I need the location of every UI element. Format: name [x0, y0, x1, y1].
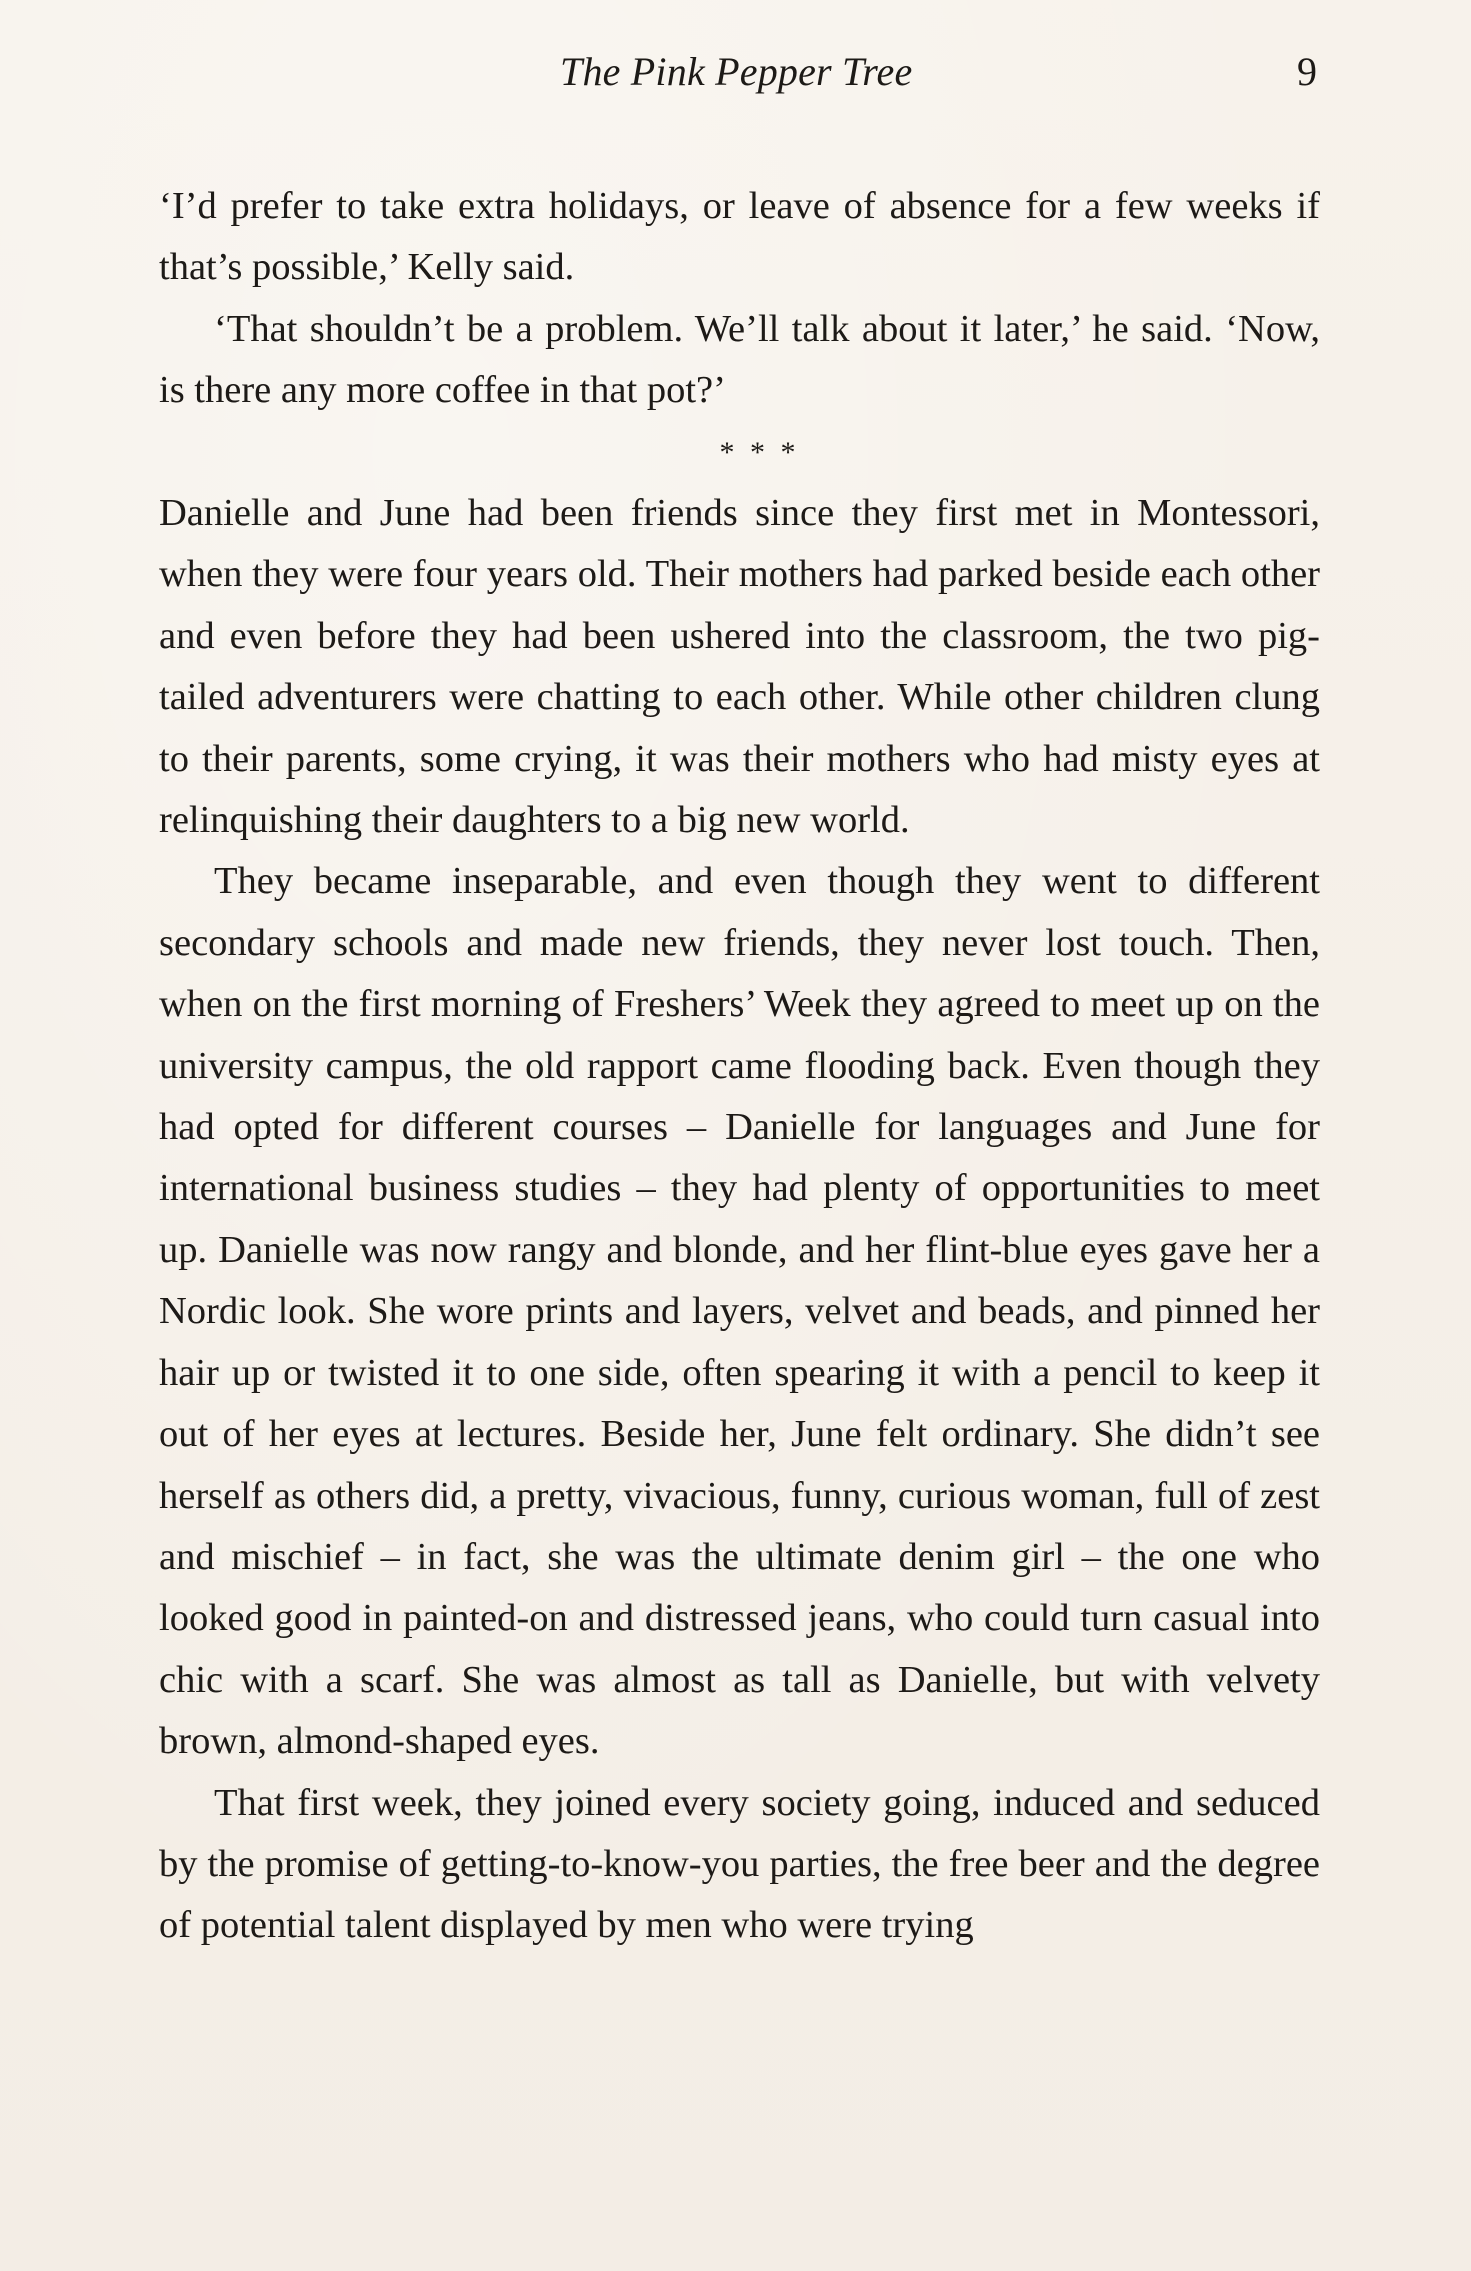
section-break: * * * — [719, 435, 800, 469]
running-head-title: The Pink Pepper Tree — [560, 49, 913, 94]
body-text — [159, 176, 1320, 1957]
paragraph-4: They became inseparable, and even though they went to different secondary schools and made new friends, they never lost touch. Then, when on the first morning of Freshers’ Week they agreed to meet up on the university campus, the old rapport came flooding back. Even though they had opted for different courses – Danielle for languages and June for international business studies – they had plenty of opportunities to meet up. Danielle was now rangy and blonde, and her flint-blue eyes gave her a Nordic look. She wore prints and layers, velvet and beads, and pinned her hair up or twisted it to one side, often spearing it with a pencil to keep it out of her eyes at lectures. Beside her, June felt ordinary. She didn’t see herself as others did, a pretty, vivacious, funny, curious woman, full of zest and mischief – in fact, she was the ultimate denim girl – the one who looked good in painted-on and distressed jeans, who could turn casual into chic with a scarf. She was almost as tall as Danielle, but with velvety brown, almond-shaped eyes. — [159, 860, 1320, 1763]
paragraph-5: That first week, they joined every society going, induced and seduced by the promise of getting-to-know-you parties, the free beer and the degree of potential talent displayed by men who were trying — [159, 1781, 1320, 1947]
paragraph-3: Danielle and June had been friends since they first met in Montessori, when they were four years old. Their mothers had parked beside each other and even before they had been ushered into the classroom, the two pig-tailed adventurers were chatting to each other. While other children clung to their parents, some crying, it was their mothers who had misty eyes at relinquishing their daughters to a big new world. — [159, 492, 1320, 842]
page-number: 9 — [1297, 49, 1317, 94]
paragraph-2: ‘That shouldn’t be a problem. We’ll talk about it later,’ he said. ‘Now, is there any more coffee in that pot?’ — [159, 307, 1320, 412]
paragraph-1: ‘I’d prefer to take extra holidays, or leave of absence for a few weeks if that’s possible,’ Kelly said. — [159, 185, 1320, 289]
